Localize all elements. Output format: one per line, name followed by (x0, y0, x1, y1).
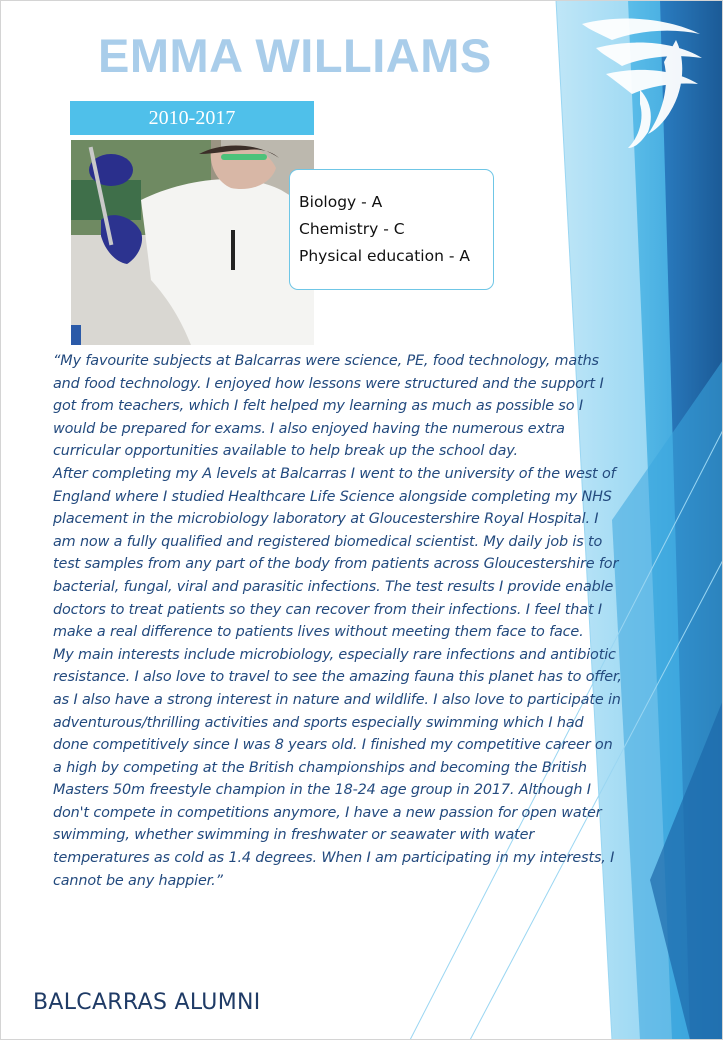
grades-box (289, 169, 494, 290)
grade-item: Biology - A (299, 193, 383, 211)
grade-item: Physical education - A (299, 247, 470, 265)
footer-label: BALCARRAS ALUMNI (33, 990, 261, 1015)
testimonial-text (53, 350, 623, 892)
testimonial-paragraph: “My favourite subjects at Balcarras were science, PE, food technology, maths and food technology. I enjoyed how lessons were structured and the support I got from teachers, which I felt helped my learning as much as possible so I would be prepared for exams. I also enjoyed having the numerous extra curricular opportunities available to help break up the school day. (53, 353, 604, 460)
years-attended-bar: 2010-2017 (70, 101, 314, 135)
alumni-name: EMMA WILLIAMS (98, 29, 492, 82)
lab-photo (71, 140, 314, 345)
lab-photo-icon (71, 140, 314, 345)
grade-item: Chemistry - C (299, 220, 405, 238)
testimonial-paragraph: My main interests include microbiology, especially rare infections and antibiotic resistance. I also love to travel to see the amazing fauna this planet has to offer, as I also have a strong interest in nature and wildlife. I also love to participate in adventurous/thrilling activities and sports especially swimming which I had done competitively since I was 8 years old. I finished my competitive career on a high by competing at the British championships and becoming the British Masters 50m freestyle champion in the 18-24 age group in 2017. Although I don't compete in competitions anymore, I have a new passion for open water swimming, whether swimming in freshwater or seawater with water temperatures as cold as 1.4 degrees. When I am participating in my interests, I cannot be any happier.” (53, 646, 622, 889)
testimonial-paragraph: After completing my A levels at Balcarras I went to the university of the west of England where I studied Healthcare Life Science alongside completing my NHS placement in the microbiology laboratory at Gloucestershire Royal Hospital. I am now a fully qualified and registered biomedical scientist. My daily job is to test samples from any part of the body from patients across Gloucestershire for bacterial, fungal, viral and parasitic infections. The test results I provide enable doctors to treat patients so they can recover from their infections. I feel that I make a real difference to patients lives without meeting them face to face. (53, 465, 619, 641)
